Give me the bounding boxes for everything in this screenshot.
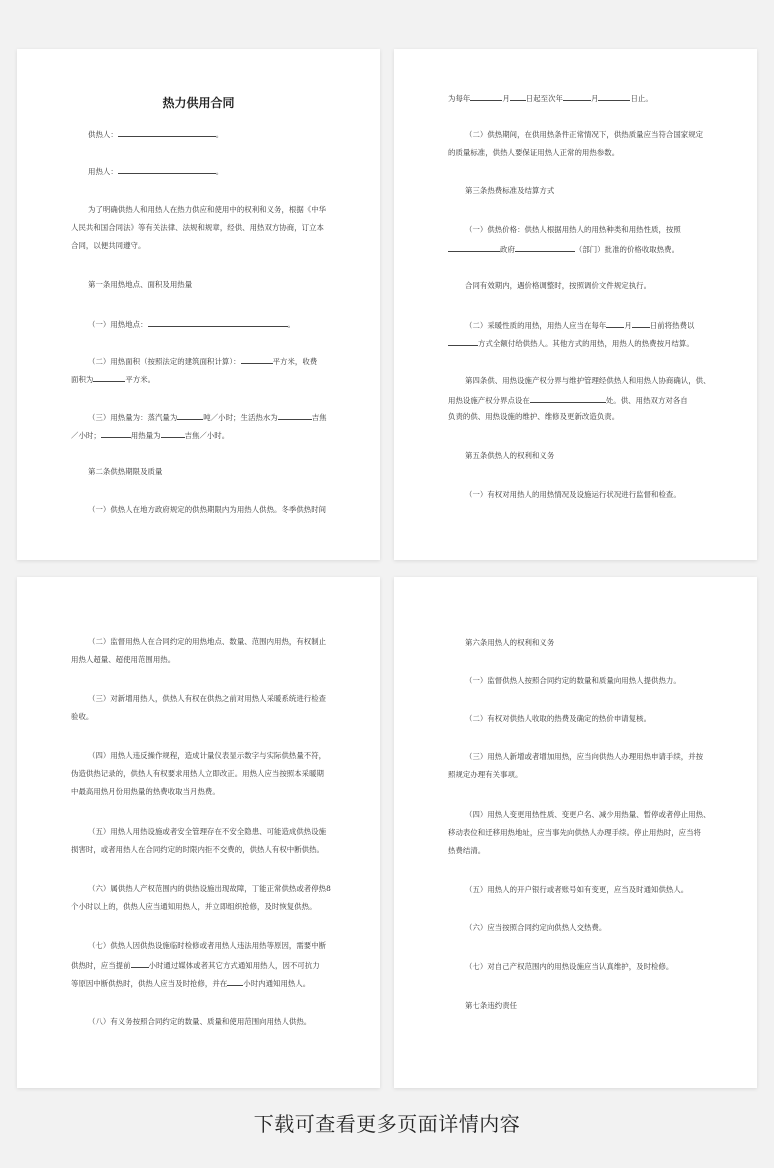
article-4-line-1: 第四条供、用热设施产权分界与维护管理经供热人和用热人协商确认，供、: [465, 376, 711, 385]
price-adjust: 合同有效期内，遇价格调整时，按照调价文件规定执行。: [465, 281, 652, 290]
p3-para2-line1: （三）对新增用热人，供热人有权在供热之前对用热人采暖系统进行检查: [88, 694, 327, 703]
article-7-title: 第七条违约责任: [465, 1001, 518, 1010]
p4-item6: （六）应当按照合同约定向供热人交热费。: [465, 923, 607, 932]
pay-day-blank: [632, 319, 650, 328]
intro-line-2: 人民共和国合同法》等有关法律、法规和规章，经供、用热双方协商，订立本: [71, 223, 324, 232]
supplier-line: 供热人： 。: [88, 130, 224, 139]
p3-para6-line3: 等原因中断供热时，供热人应当及时抢修，并在 小时内通知用热人。: [71, 979, 311, 988]
article-1-title: 第一条用热地点、面积及用热量: [88, 280, 193, 289]
government-blank: [448, 243, 500, 252]
download-more-caption: 下载可查看更多页面详情内容: [253, 1112, 521, 1136]
user-line: 用热人： 。: [88, 167, 224, 176]
article-5-item-1: （一）有权对用热人的用热情况及设施运行状况进行监督和检查。: [465, 490, 681, 499]
article-4-line-3: 负责的供、用热设施的维护、维修及更新改造负责。: [448, 412, 620, 421]
item1-line: （一）用热地点： 。: [88, 320, 295, 329]
p4-item3-line2: 照规定办理有关事项。: [448, 770, 523, 779]
end-day-blank: [598, 92, 630, 101]
pay-month-blank: [606, 319, 624, 328]
item2-line-1: （二）用热面积（按照法定的建筑面积计算）： 平方米，收费: [88, 357, 318, 366]
article-4-line-2: 用热设施产权分界点设在 处。供、用热双方对各自: [448, 396, 688, 405]
contract-title: 热力供用合同: [162, 96, 235, 110]
p3-para4-line1: （五）用热人用热设施或者安全管理存在不安全隐患、可能造成供热设施: [88, 827, 327, 836]
article-6-title: 第六条用热人的权利和义务: [465, 638, 555, 647]
document-page-2: [394, 49, 757, 560]
heat-type-blank: [101, 429, 131, 438]
p3-para5-line1: （六）属供热人产权范围内的供热设施出现故障，丁能正常供热或者停热8: [88, 884, 331, 893]
period-line: 为每年 月 日起至次年 月 日止。: [448, 94, 653, 103]
intro-line-3: 合同，以便共同遵守。: [71, 241, 146, 250]
heat-amount-blank: [161, 429, 185, 438]
steam-blank: [177, 411, 203, 420]
document-page-4: [394, 577, 757, 1088]
p4-item4-line3: 热费结清。: [448, 846, 486, 855]
p3-para6-line1: （七）供热人因供热设施临时检修或者用热人违法用热等原因，需要中断: [88, 941, 327, 950]
quality-line-1: （二）供热期间，在供用热条件正常情况下，供热质量应当符合国家规定: [465, 130, 704, 139]
notice-hours-blank: [131, 959, 149, 968]
item2-line-2: 面积为 平方米。: [71, 375, 156, 384]
p4-item2: （二）有权对供热人收取的热费及确定的热价申请复核。: [465, 714, 652, 723]
p3-para5-line2: 个小时以上的，供热人应当通知用热人，并立即组织抢修，及时恢复供热。: [71, 902, 317, 911]
p4-item3-line1: （三）用热人新增或者增加用热，应当向供热人办理用热申请手续，并按: [465, 752, 704, 761]
boundary-blank: [530, 394, 606, 403]
quality-line-2: 的质量标准，供热人要保证用热人正常的用热参数。: [448, 148, 620, 157]
p3-para2-line2: 验收。: [71, 712, 94, 721]
user-blank: [118, 165, 216, 174]
repair-hours-blank: [227, 977, 243, 986]
charge-area-blank: [93, 373, 125, 382]
price-line-1: （一）供热价格：供热人根据用热人的用热种类和用热性质，按照: [465, 225, 681, 234]
item3-line-2: ／小时； 用热量为 吉焦／小时。: [71, 431, 230, 440]
p3-para3-line2: 伪造供热记录的，供热人有权要求用热人立即改正。用热人应当按照本采暖期: [71, 769, 324, 778]
intro-line-1: 为了明确供热人和用热人在热力供应和使用中的权利和义务，根据《中华: [88, 205, 327, 214]
document-page-1: [17, 49, 380, 560]
article-3-title: 第三条热费标准及结算方式: [465, 186, 555, 195]
price-line-2: 政府 （部门）批准的价格收取热费。: [448, 243, 679, 255]
item3-line-1: （三）用热量为：蒸汽量为 吨／小时；生活热水为 吉焦: [88, 413, 327, 422]
start-month-blank: [470, 92, 502, 101]
document-page-3: [17, 577, 380, 1088]
article-2-title: 第二条供热期限及质量: [88, 467, 163, 476]
location-blank: [148, 318, 288, 327]
p4-item4-line2: 移动表位和迁移用热地址，应当事先向供热人办理手续。停止用热时，应当将: [448, 828, 701, 837]
payment-line-2: 方式全额付给供热人。其他方式的用热，用热人的热费按月结算。: [448, 337, 694, 349]
p4-item1: （一）监督供热人按照合同约定的数量和质量向用热人提供热力。: [465, 676, 681, 685]
end-month-blank: [563, 92, 591, 101]
supplier-blank: [118, 128, 216, 137]
payment-line-1: （二）采暖性质的用热，用热人应当在每年 月 日前将热费以: [465, 321, 695, 330]
p3-para3-line1: （四）用热人违反操作规程，造成计量仪表显示数字与实际供热量不符，: [88, 751, 327, 760]
p3-para4-line2: 损害时，或者用热人在合同约定的时限内拒不交费的，供热人有权中断供热。: [71, 845, 324, 854]
start-day-blank: [510, 92, 526, 101]
p3-para1-line2: 用热人超量、超使用范围用热。: [71, 655, 176, 664]
p4-item5: （五）用热人的开户银行或者账号如有变更，应当及时通知供热人。: [465, 885, 689, 894]
article-2-item-1: （一）供热人在地方政府规定的供热期限内为用热人供热。冬季供热时间: [88, 505, 327, 514]
p4-item7: （七）对自己产权范围内的用热设施应当认真维护，及时检修。: [465, 962, 674, 971]
area-blank: [241, 355, 273, 364]
p3-para3-line3: 中最高用热月份用热量的热费收取当月热费。: [71, 787, 220, 796]
pay-method-blank: [448, 337, 478, 346]
p3-para7: （八）有义务按照合同约定的数量、质量和使用范围向用热人供热。: [88, 1017, 312, 1026]
p3-para6-line2: 供热时，应当提前 小时通过媒体或者其它方式通知用热人，因不可抗力: [71, 961, 320, 970]
p3-para1-line1: （二）监督用热人在合同约定的用热地点、数量、范围内用热，有权制止: [88, 637, 327, 646]
article-5-title: 第五条供热人的权利和义务: [465, 451, 555, 460]
p4-item4-line1: （四）用热人变更用热性质、变更户名、减少用热量、暂停或者停止用热、: [465, 810, 711, 819]
hot-water-blank: [278, 411, 312, 420]
department-blank: [515, 243, 575, 252]
